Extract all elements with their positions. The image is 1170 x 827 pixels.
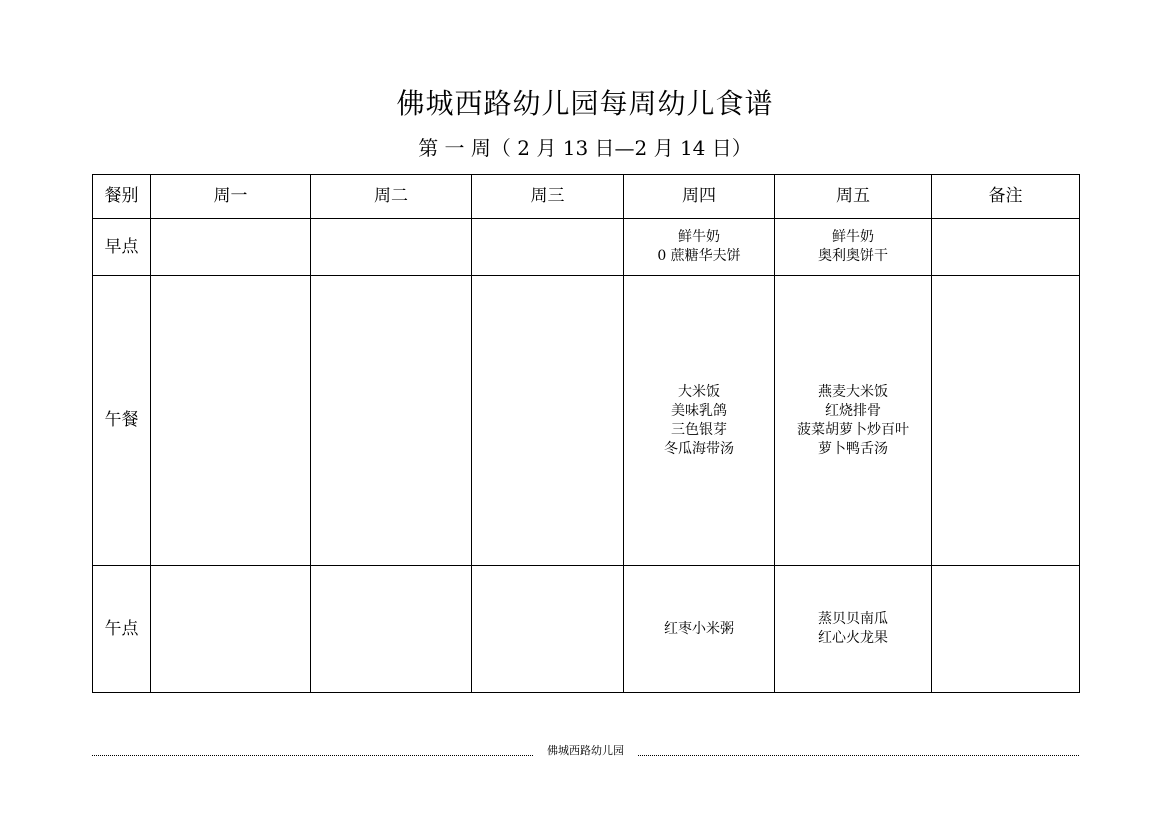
menu-item: 萝卜鸭舌汤 <box>818 440 888 457</box>
menu-cell <box>624 276 775 566</box>
header-tuesday: 周二 <box>311 175 472 219</box>
table-row <box>93 219 1080 276</box>
menu-item: 冬瓜海带汤 <box>664 440 734 457</box>
remarks-cell <box>932 566 1080 693</box>
menu-cell <box>151 276 311 566</box>
menu-cell <box>311 219 472 276</box>
footer-text: 佛城西路幼儿园 <box>547 744 624 757</box>
menu-item: 红心火龙果 <box>818 630 888 646</box>
meal-label-breakfast: 早点 <box>93 219 151 276</box>
menu-item: 红枣小米粥 <box>664 620 734 637</box>
menu-item: 0 蔗糖华夫饼 <box>657 248 741 264</box>
header-friday: 周五 <box>775 175 932 219</box>
remarks-cell <box>932 276 1080 566</box>
page-footer <box>92 740 1079 760</box>
menu-cell <box>472 276 624 566</box>
menu-cell <box>151 219 311 276</box>
menu-cell <box>775 566 932 693</box>
menu-item: 红烧排骨 <box>825 402 881 419</box>
menu-item: 鲜牛奶 <box>832 229 874 245</box>
menu-cell <box>151 566 311 693</box>
header-wednesday: 周三 <box>472 175 624 219</box>
menu-cell <box>775 276 932 566</box>
menu-cell <box>624 566 775 693</box>
header-meal-type: 餐别 <box>93 175 151 219</box>
footer-dotted-rule-right <box>638 745 1079 756</box>
header-thursday: 周四 <box>624 175 775 219</box>
menu-cell <box>775 219 932 276</box>
header-remarks: 备注 <box>932 175 1080 219</box>
menu-cell <box>472 566 624 693</box>
menu-table <box>92 174 1080 693</box>
menu-item: 奥利奥饼干 <box>818 248 888 264</box>
menu-item: 鲜牛奶 <box>678 229 720 245</box>
menu-cell <box>472 219 624 276</box>
footer-dotted-rule-left <box>92 745 533 756</box>
table-row <box>93 276 1080 566</box>
remarks-cell <box>932 219 1080 276</box>
menu-cell <box>624 219 775 276</box>
header-row <box>93 175 1080 219</box>
menu-cell <box>311 566 472 693</box>
menu-item: 燕麦大米饭 <box>818 383 888 400</box>
menu-item: 美味乳鸽 <box>671 402 727 419</box>
meal-label-lunch: 午餐 <box>93 276 151 566</box>
page-title: 佛城西路幼儿园每周幼儿食谱 <box>396 87 774 120</box>
menu-item: 菠菜胡萝卜炒百叶 <box>797 421 909 438</box>
header-monday: 周一 <box>151 175 311 219</box>
table-row <box>93 566 1080 693</box>
week-subtitle: 第 一 周（ 2 月 13 日—2 月 14 日） <box>418 136 752 160</box>
menu-item: 三色银芽 <box>671 421 727 438</box>
menu-cell <box>311 276 472 566</box>
meal-label-afternoon-snack: 午点 <box>93 566 151 693</box>
menu-item: 蒸贝贝南瓜 <box>818 611 888 627</box>
menu-item: 大米饭 <box>678 383 720 400</box>
